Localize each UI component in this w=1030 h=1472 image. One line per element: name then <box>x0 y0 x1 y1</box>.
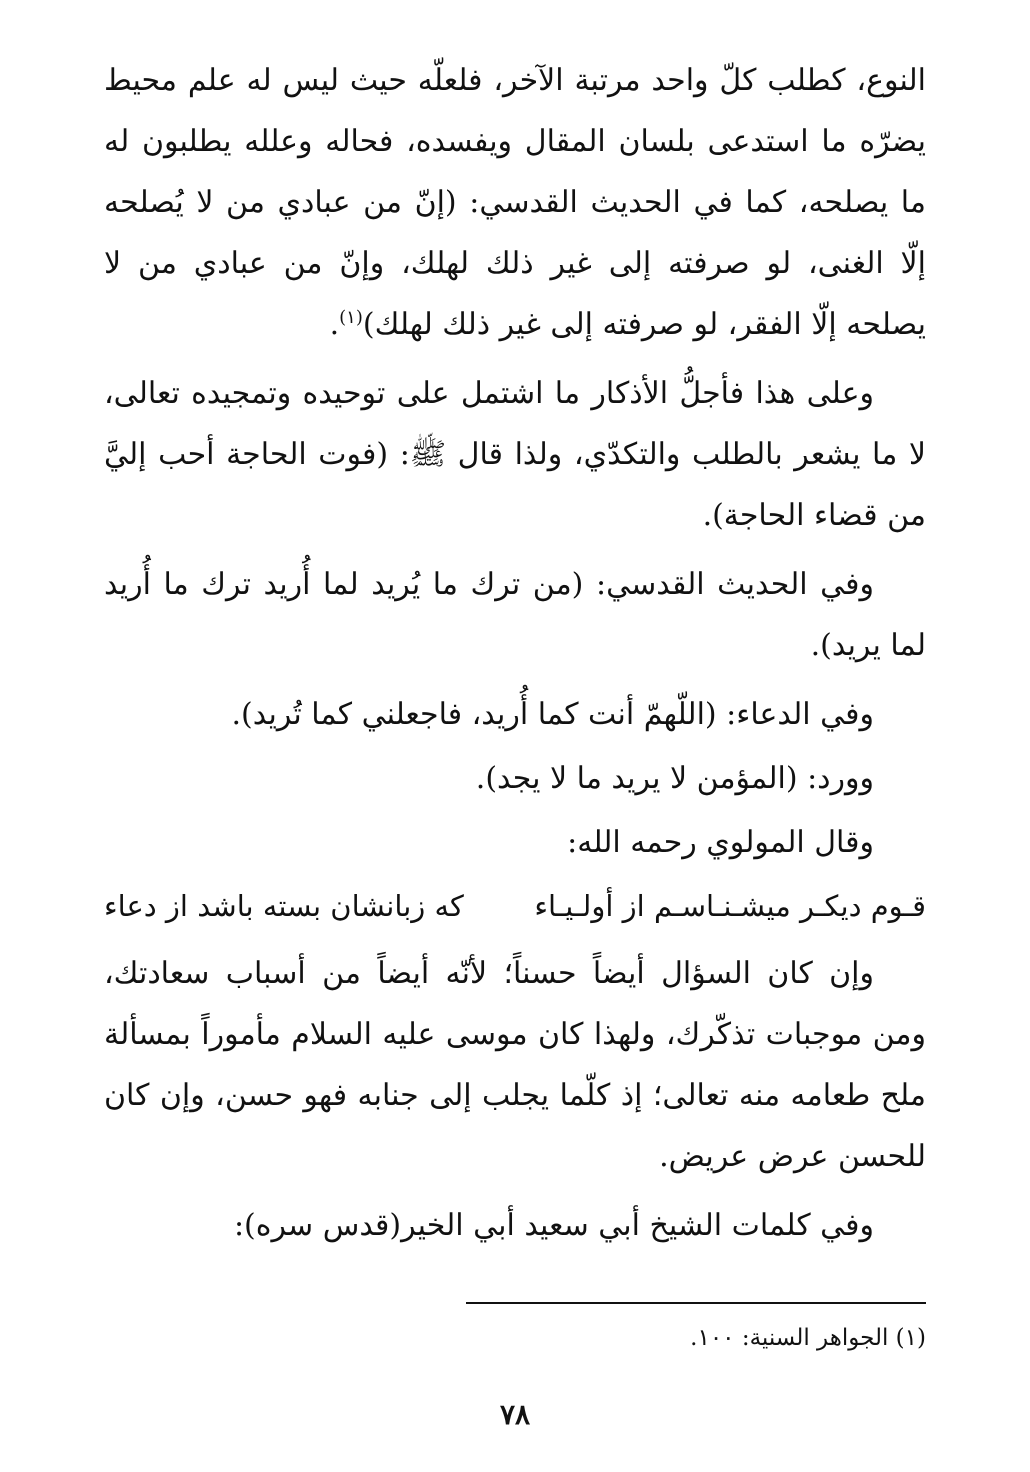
paragraph-1-text: النوع، كطلب كلّ واحد مرتبة الآخر، فلعلّه حيث ليس له علم محيط يضرّه ما استدعى بلسان المقال ويفسده، فحاله وعلله يطلبون له ما يصلحه، كما في الحديث القدسي: (إنّ من عبادي من لا يُصلحه إلّا الغنى، لو صرفته إلى غير ذلك لهلك، وإنّ من عبادي من لا يصلحه إلّا الفقر، لو صرفته إلى غير ذلك لهلك) <box>104 63 926 342</box>
paragraph-7-text: وإن كان السؤال أيضاً حسناً؛ لأنّه أيضاً من أسباب سعادتك، ومن موجبات تذكّرك، ولهذا كان موسى عليه السلام مأموراً بمسألة ملح طعامه منه تعالى؛ إذ كلّما يجلب إلى جنابه فهو حسن، وإن كان للحسن عرض عريض. <box>104 956 926 1174</box>
paragraph-3-text: وفي الحديث القدسي: (من ترك ما يُريد لما أُريد ترك ما أُريد لما يريد). <box>104 567 926 663</box>
paragraph-4: وفي الدعاء: (اللّهمّ أنت كما أُريد، فاجعلني كما تُريد). <box>231 697 874 732</box>
paragraph-1-end: . <box>329 307 340 342</box>
paragraph-5: وورد: (المؤمن لا يريد ما لا يجد). <box>475 761 874 796</box>
page-body <box>104 50 926 1259</box>
footnote: (١) الجواهر السنية: ١٠٠. <box>690 1325 926 1351</box>
persian-verse <box>104 876 926 937</box>
verse-second-hemistich: كه زبانشان بسته باشد از دعاء <box>104 889 464 923</box>
footnote-ref[interactable]: (١) <box>339 307 363 328</box>
paragraph-6: وقال المولوي رحمه الله: <box>567 825 874 860</box>
paragraph-1 <box>104 50 926 355</box>
paragraph-2-text: وعلى هذا فأجلُّ الأذكار ما اشتمل على توحيده وتمجيده تعالى، لا ما يشعر بالطلب والتكدّي، ولذا قال ﷺ: (فوت الحاجة أحب إليَّ من قضاء الحاجة). <box>104 376 926 533</box>
paragraph-7 <box>104 943 926 1187</box>
footnote-divider <box>466 1302 926 1304</box>
verse-first-hemistich: قـوم ديكـر ميشـنـاسـم از أولـيـاء <box>534 889 926 923</box>
paragraph-2 <box>104 363 926 546</box>
paragraph-8: وفي كلمات الشيخ أبي سعيد أبي الخير(قدس سره): <box>233 1208 874 1243</box>
page-number: ٧٨ <box>499 1398 531 1431</box>
paragraph-3 <box>104 554 926 676</box>
